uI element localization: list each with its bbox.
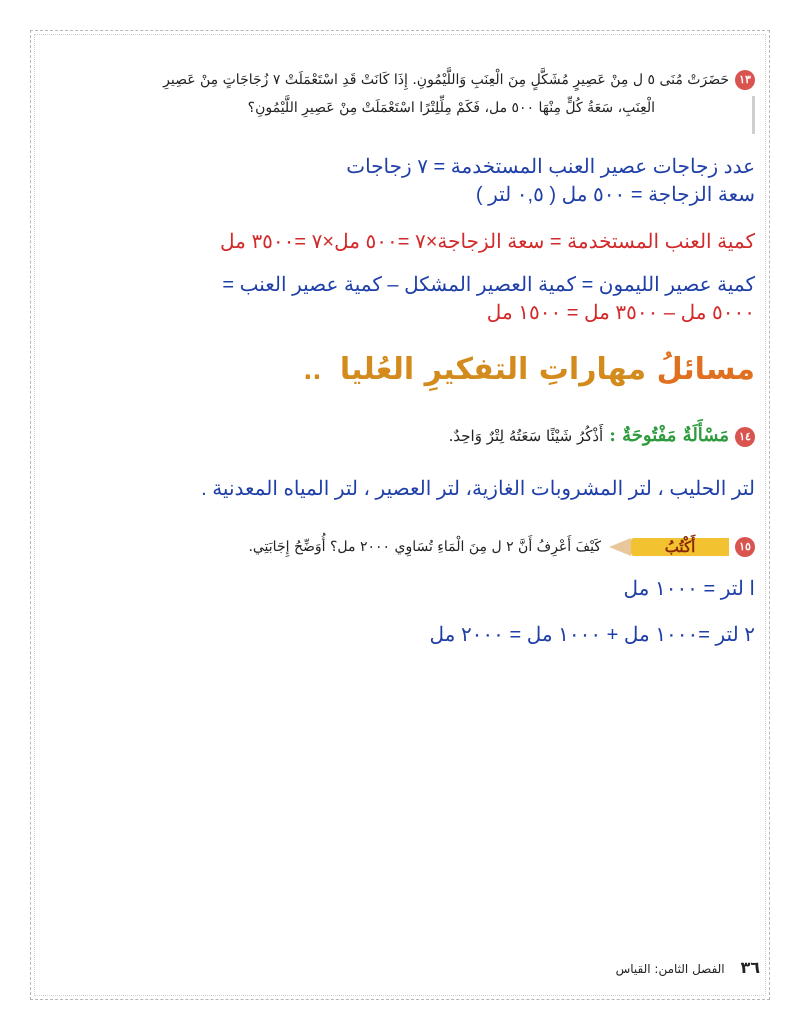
problem-13-line2: الْعِنَبِ، سَعَةُ كُلٍّ مِنْهَا ٥٠٠ مل، فَكَمْ مِلِّلِتْرًا اسْتَعْمَلَتْ مِنْ عَصِيرِ اللَّيْمُونِ؟ [247,100,655,116]
answer-15-line1: ا لتر = ١٠٠٠ مل [623,578,755,600]
problem-14-label: مَسْأَلَةٌ مَفْتُوحَةٌ : [609,425,729,446]
answer-13-line1: عدد زجاجات عصير العنب المستخدمة = ٧ زجاجات [346,156,755,178]
answer-14-line1: لتر الحليب ، لتر المشروبات الغازية، لتر العصير ، لتر المياه المعدنية . [201,478,755,500]
answer-13-line3: كمية العنب المستخدمة = سعة الزجاجة×٧ =٥٠٠ مل×٧ =٣٥٠٠ مل [220,231,755,253]
problem-15 [248,536,755,558]
section-heading-dots: .. [303,357,322,385]
problem-14-number: ١٤ [735,427,755,447]
answer-13-line5: ٥٠٠٠ مل – ٣٥٠٠ مل = ١٥٠٠ مل [486,302,755,324]
section-heading-accent: مسائلُ [656,352,755,387]
page-footer [616,958,760,977]
answer-15-line2: ٢ لتر =١٠٠٠ مل + ١٠٠٠ مل = ٢٠٠٠ مل [429,624,755,646]
problem-13-line1: حَضَرَتْ مُنَى ٥ ل مِنْ عَصِيرٍ مُشَكَّلٍ مِنَ الْعِنَبِ وَاللَّيْمُونِ. إِذَا كَانَتْ قَدِ اسْتَعْمَلَتْ ٧ زُجَاجَاتٍ مِنْ عَصِيرِ [163,72,729,88]
pencil-tip [609,538,631,556]
problem-13-side-bar [752,96,755,134]
page-number: ٣٦ [740,958,760,977]
answer-13-line4: كمية عصير الليمون = كمية العصير المشكل – كمية عصير العنب = [222,274,755,296]
chapter-title: الفصل الثامن: القياس [615,962,725,976]
pencil-label: أَكْتُبُ [631,538,729,556]
problem-13 [105,66,755,122]
answer-13-line2: سعة الزجاجة = ٥٠٠ مل ( ٠,٥ لتر ) [475,184,755,206]
section-heading [303,352,755,387]
section-heading-title: مهاراتِ التفكيرِ العُليا [339,352,647,387]
problem-13-number: ١٣ [735,70,755,90]
problem-15-number: ١٥ [735,537,755,557]
problem-14-text: أَذْكُرُ شَيْئًا سَعَتُهُ لِتْرٌ وَاحِدٌ. [448,427,604,445]
pencil-icon [609,536,729,558]
problem-14 [449,425,755,447]
problem-15-text: كَيْفَ أَعْرِفُ أَنَّ ٢ ل مِنَ الْمَاءِ تُسَاوِي ٢٠٠٠ مل؟ أُوَضِّحُ إِجَابَتِي. [248,539,601,555]
